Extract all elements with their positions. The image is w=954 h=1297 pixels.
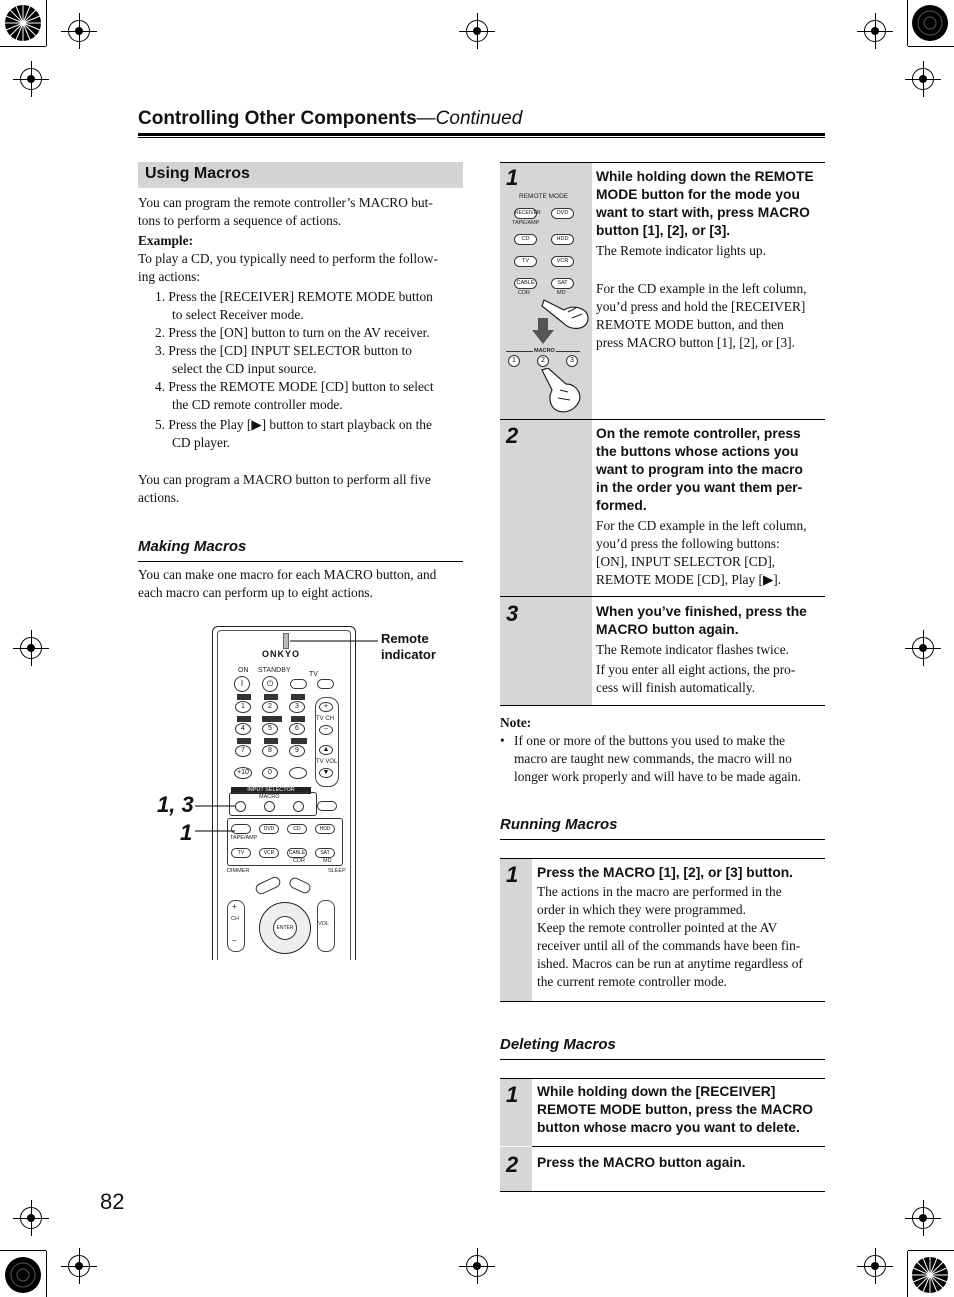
panel-macro-button-3[interactable]: 3 [566, 355, 578, 367]
header-rule-thin [138, 137, 825, 138]
num-key-5[interactable]: 5 [262, 723, 278, 735]
cd-key[interactable] [237, 738, 251, 744]
tv-vol-up-button[interactable]: ▲ [319, 745, 333, 755]
md-label: MD [323, 858, 332, 864]
panel-md-label: MD [557, 290, 566, 296]
running-step-text: Press the MACRO [1], [2], or [3] button. The actions in the macro are performed in the order in which they were programmed. Keep the remote controller pointed at the AV receiver until all of the commands have been fin- ished. Macros can be run at anytime regardless of the current remote controller mode. [537, 865, 803, 989]
step-number: 1 [506, 862, 519, 887]
input-selector-label: INPUT SELECTOR [231, 787, 311, 794]
header-rule [138, 133, 825, 136]
v4-key[interactable] [237, 716, 251, 722]
ch-label: CH [231, 916, 239, 922]
ch-minus-icon: − [232, 936, 237, 945]
panel-macro-label: MACRO [534, 348, 555, 354]
dimmer-label: DIMMER [227, 868, 250, 874]
registration-sunburst-icon [4, 4, 42, 42]
making-macros-body: You can make one macro for each MACRO button, and each macro can perform up to eight actions. [138, 567, 437, 600]
panel-cdr-label: CDR [518, 290, 530, 296]
step-number: 2 [506, 423, 519, 448]
mode-vcr-button[interactable]: VCR [259, 848, 279, 858]
step-number: 1 [506, 1082, 519, 1107]
remote-indicator-led [283, 633, 289, 649]
list-item: 5. Press the Play [▶] button to start playback on the CD player. [155, 417, 432, 450]
tuner-key[interactable] [291, 738, 307, 744]
panel-macro-button-1[interactable]: 1 [508, 355, 520, 367]
step-divider-gap [500, 1146, 532, 1147]
mode-sat-button[interactable]: SAT [315, 848, 335, 858]
tape-key[interactable] [264, 738, 278, 744]
page-header-title: Controlling Other Components—Continued [138, 108, 523, 129]
running-table-top-rule [500, 858, 825, 859]
panel-tape-amp-label: TAPE/AMP [512, 220, 540, 226]
list-item: 4. Press the REMOTE MODE [CD] button to select the CD remote controller mode. [155, 379, 434, 412]
list-item: 2. Press the [ON] button to turn on the AV receiver. [155, 325, 430, 340]
panel-cd-button[interactable]: CD [514, 234, 537, 245]
step-number: 3 [506, 601, 519, 626]
macro-label: MACRO [259, 794, 280, 800]
panel-dvd-button[interactable]: DVD [551, 208, 574, 219]
subheading-rule [500, 1059, 825, 1060]
example-steps-list [155, 288, 470, 452]
pointing-hand-icon [538, 368, 584, 414]
v1-key[interactable] [237, 694, 251, 700]
num-key-4[interactable]: 4 [235, 723, 251, 735]
panel-tv-button[interactable]: TV [514, 256, 537, 267]
ch-plus-icon: + [232, 902, 237, 911]
remote-brand-logo: ONKYO [262, 649, 301, 659]
num-key-6[interactable]: 6 [289, 723, 305, 735]
registration-sunburst-icon [911, 1256, 949, 1294]
step-3-text: When you’ve finished, press the MACRO button again. The Remote indicator flashes twice. If you enter all eight actions, the pro- cess will finish automatically. [596, 604, 807, 695]
marker-1-3: 1, 3 [157, 792, 194, 817]
tv-label: TV [309, 671, 318, 678]
v3-key[interactable] [291, 694, 305, 700]
panel-macro-button-2[interactable]: 2 [537, 355, 549, 367]
standby-label: STANDBY [258, 667, 291, 674]
tape-amp-label: TAPE/AMP [230, 835, 258, 841]
marker-1: 1 [180, 820, 193, 845]
num-key-9[interactable]: 9 [289, 745, 305, 757]
subheading-rule [138, 561, 463, 562]
marker-leader-lines [195, 800, 255, 835]
num-key-7[interactable]: 7 [235, 745, 251, 757]
deleting-step-1-text: While holding down the [RECEIVER] REMOTE MODE button, press the MACRO button whose macro you want to delete. [537, 1084, 813, 1135]
page-number: 82 [100, 1189, 125, 1214]
step-number: 2 [506, 1152, 519, 1177]
subheading-rule [500, 839, 825, 840]
enter-button[interactable]: ENTER [273, 916, 297, 940]
num-key-8[interactable]: 8 [262, 745, 278, 757]
list-item: 3. Press the [CD] INPUT SELECTOR button to select the CD input source. [155, 343, 412, 376]
multich-key[interactable] [262, 716, 282, 722]
panel-macro-row [506, 346, 580, 368]
list-item: 1. Press the [RECEIVER] REMOTE MODE button to select Receiver mode. [155, 289, 433, 322]
section-heading-using-macros: Using Macros [138, 162, 463, 188]
on-label: ON [238, 667, 249, 674]
step-number: 1 [506, 165, 519, 190]
deleting-table-top-rule [500, 1078, 825, 1079]
plus10-key[interactable]: +10 [234, 767, 252, 779]
down-arrow-icon [532, 318, 554, 344]
panel-hdd-button[interactable]: HDD [551, 234, 574, 245]
step-2-text: On the remote controller, press the buttons whose actions you want to program into the macro in the order you want them per- formed. For the CD example in the left column, you’d press the following buttons: [ON], INPUT SELECTOR [CD], REMOTE MODE [CD], Play [▶]. [596, 426, 807, 587]
macro-button-2[interactable] [264, 801, 275, 812]
num-key-1[interactable]: 1 [235, 701, 251, 713]
callout-leader-line [290, 636, 382, 646]
mode-cd-button[interactable]: CD [287, 824, 307, 834]
subheading-deleting-macros: Deleting Macros [500, 1036, 616, 1053]
deleting-table-bottom-rule [500, 1191, 825, 1192]
v2-key[interactable] [264, 694, 278, 700]
remote-mode-extra-button[interactable] [317, 801, 337, 811]
subheading-running-macros: Running Macros [500, 816, 618, 833]
standby-button[interactable]: ⏻ [262, 676, 278, 692]
deleting-step-2-text: Press the MACRO button again. [537, 1155, 746, 1170]
remote-mode-title: REMOTE MODE [519, 193, 569, 200]
panel-sat-button[interactable]: SAT [551, 278, 574, 289]
tv-vol-label: TV VOL [316, 759, 338, 765]
num-key-2[interactable]: 2 [262, 701, 278, 713]
num-key-0[interactable]: 0 [262, 767, 278, 779]
step-divider [532, 1146, 825, 1147]
macro-summary: You can program a MACRO button to perform all five actions. [138, 472, 431, 505]
mode-tv-button[interactable]: TV [231, 848, 251, 858]
on-button[interactable]: I [234, 676, 250, 692]
clear-key[interactable] [289, 767, 307, 779]
subheading-making-macros: Making Macros [138, 538, 247, 555]
step-1-text: While holding down the REMOTE MODE button for the mode you want to start with, press MACRO button [1], [2], or [3]. The Remote indicator lights up. For the CD example in the left column, you’d press and hold the [RECEIVER] REMOTE MODE button, and then press MACRO button [1], [2], or [3]. [596, 169, 814, 350]
tv-input-button[interactable] [317, 679, 334, 689]
vol-label: VOL [318, 921, 330, 927]
mode-dvd-button[interactable]: DVD [259, 824, 279, 834]
panel-vcr-button[interactable]: VCR [551, 256, 574, 267]
macro-button-3[interactable] [293, 801, 304, 812]
tv-vol-down-button[interactable]: ▼ [319, 768, 333, 778]
steps-table-bottom-rule [500, 705, 825, 706]
running-table-bottom-rule [500, 1001, 825, 1002]
registration-circle-icon [4, 1256, 42, 1294]
tv-ch-label: TV CH [316, 716, 334, 722]
using-macros-body: You can program the remote controller’s MACRO but- tons to perform a sequence of actions. Example: To play a CD, you typically need to perform the follow- ing actions: [138, 195, 438, 284]
panel-receiver-button[interactable]: RECEIVER [514, 208, 537, 219]
cdr-label: CDR [293, 858, 305, 864]
tv-ch-down-button[interactable]: − [319, 725, 333, 735]
mode-hdd-button[interactable]: HDD [315, 824, 335, 834]
note-block: Note: • If one or more of the buttons you used to make the macro are taught new commands, the macro will no longer work properly and will have to be made again. [500, 715, 802, 784]
panel-cable-button[interactable]: CABLE [514, 278, 537, 289]
tv-ch-up-button[interactable]: + [319, 702, 333, 712]
registration-circle-icon [911, 4, 949, 42]
tv-power-button[interactable] [290, 679, 307, 689]
dvd-key[interactable] [291, 716, 305, 722]
sleep-label: SLEEP [328, 868, 346, 874]
remote-controller-illustration [207, 624, 362, 960]
remote-indicator-callout: Remote indicator [381, 631, 436, 662]
num-key-3[interactable]: 3 [289, 701, 305, 713]
mode-cable-button[interactable]: CABLE [288, 850, 306, 856]
